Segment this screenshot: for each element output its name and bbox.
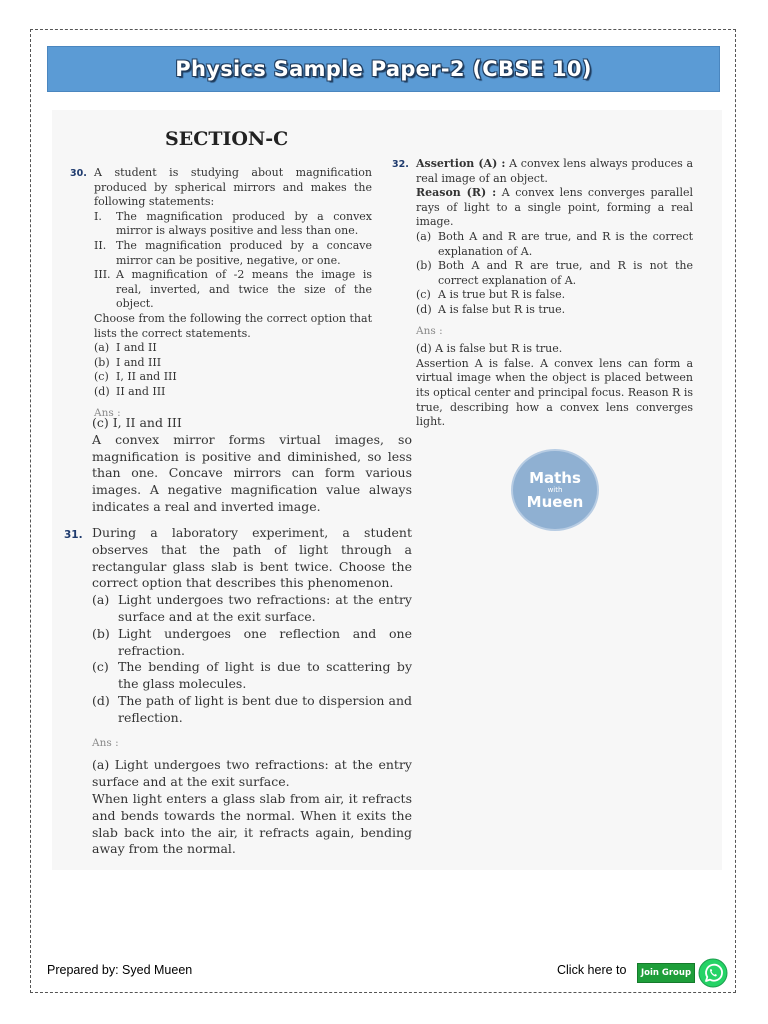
option-item xyxy=(94,356,372,371)
option-text: II and III xyxy=(116,384,166,398)
option-label: (a) xyxy=(416,229,432,243)
answer-30 xyxy=(92,415,412,516)
option-text: I, II and III xyxy=(116,370,177,384)
option-text: A is false but R is true. xyxy=(438,302,566,316)
option-label: (d) xyxy=(92,692,110,708)
option-text: I and III xyxy=(116,355,162,369)
question-number: 30. xyxy=(70,168,87,179)
answer-explanation: When light enters a glass slab from air, it refracts and bends towards the normal. When it exits the slab back into the air, it refracts again, bending away from the normal. xyxy=(92,790,412,857)
answer-explanation: A convex mirror forms virtual images, so magnification is positive and diminished, so less than one. Concave mirrors can form various images. A negative magnification value always indicates a real and inverted image. xyxy=(92,431,412,514)
option-item xyxy=(416,303,693,318)
whatsapp-icon[interactable] xyxy=(698,958,728,988)
question-32 xyxy=(392,157,693,430)
option-text: A is true but R is false. xyxy=(438,288,566,302)
assertion-text: A convex lens always produces a real image of an object. xyxy=(416,157,693,185)
reason-text: A convex lens converges parallel rays of light to a single point, forming a real image. xyxy=(416,186,693,229)
question-stem: A student is studying about magnification produced by spherical mirrors and makes the following statements: xyxy=(94,166,372,209)
answer-label: Ans : xyxy=(94,406,121,419)
statement-item xyxy=(94,268,372,312)
option-item xyxy=(94,341,372,356)
statement-label: II. xyxy=(94,238,107,252)
option-item xyxy=(92,626,412,660)
question-number: 32. xyxy=(392,159,409,170)
statement-text: The magnification produced by a concave mirror can be positive, negative, or one. xyxy=(116,238,372,267)
reason-label: Reason (R) : xyxy=(416,186,497,200)
answer-text: (c) I, II and III xyxy=(92,415,182,430)
logo-line-2: with xyxy=(547,485,563,494)
option-item xyxy=(416,259,693,288)
join-group-button[interactable]: Join Group xyxy=(637,963,695,983)
option-item xyxy=(416,230,693,259)
statement-text: The magnification produced by a convex mirror is always positive and less than one. xyxy=(116,209,372,238)
option-label: (c) xyxy=(94,370,109,384)
option-text: The path of light is bent due to dispersion and reflection. xyxy=(118,692,412,725)
option-label: (d) xyxy=(94,384,110,398)
option-item xyxy=(94,370,372,385)
statement-label: III. xyxy=(94,268,111,282)
option-label: (c) xyxy=(92,659,109,675)
statement-item xyxy=(94,239,372,268)
option-text: Light undergoes two refractions: at the entry surface and at the exit surface. xyxy=(118,592,412,624)
option-item xyxy=(92,659,412,693)
option-item xyxy=(416,288,693,303)
header-banner xyxy=(47,46,720,92)
option-text: The bending of light is due to scattering by the glass molecules. xyxy=(118,659,412,692)
statement-text: A magnification of -2 means the image is real, inverted, and twice the size of the object. xyxy=(116,268,372,311)
question-stem: During a laboratory experiment, a student observes that the path of light through a rectangular glass slab is bent twice. Choose the correct option that describes this phenomenon. xyxy=(92,525,412,591)
option-text: Both A and R are true, and R is not the correct explanation of A. xyxy=(438,259,693,287)
answer-label: Ans : xyxy=(92,736,119,749)
assertion-label: Assertion (A) : xyxy=(416,157,506,170)
logo-line-1: Maths xyxy=(529,468,581,487)
answer-explanation: Assertion A is false. A convex lens can form a virtual image when the object is placed between its optical center and principal focus. Reason R is true, describing how a convex lens converges light. xyxy=(416,356,693,429)
option-text: Light undergoes one reflection and one refraction. xyxy=(118,625,412,658)
section-title: SECTION-C xyxy=(165,128,289,150)
answer-text: (d) A is false but R is true. xyxy=(416,342,563,356)
option-text: I and II xyxy=(116,341,157,355)
option-label: (a) xyxy=(94,341,110,355)
question-31 xyxy=(64,525,412,858)
page-title: Physics Sample Paper-2 (CBSE 10) xyxy=(175,57,592,81)
prepared-by-text: Prepared by: Syed Mueen xyxy=(47,963,193,977)
answer-text: (a) Light undergoes two refractions: at the entry surface and at the exit surface. xyxy=(92,757,412,790)
statement-label: I. xyxy=(94,209,102,223)
option-label: (c) xyxy=(416,288,431,302)
question-30 xyxy=(70,166,372,420)
logo-line-3: Mueen xyxy=(526,492,584,511)
option-label: (b) xyxy=(94,355,110,369)
click-here-text: Click here to xyxy=(557,963,627,977)
question-prompt: Choose from the following the correct option that lists the correct statements. xyxy=(94,311,372,340)
option-label: (b) xyxy=(416,259,432,273)
option-label: (b) xyxy=(92,625,110,641)
option-label: (d) xyxy=(416,302,432,316)
option-label: (a) xyxy=(92,592,110,608)
option-text: Both A and R are true, and R is the correct explanation of A. xyxy=(438,229,693,258)
option-item xyxy=(94,385,372,400)
option-item xyxy=(92,693,412,727)
question-number: 31. xyxy=(64,529,83,541)
answer-label: Ans : xyxy=(416,324,443,337)
maths-with-mueen-logo xyxy=(513,451,597,529)
statement-item xyxy=(94,210,372,239)
option-item xyxy=(92,592,412,626)
